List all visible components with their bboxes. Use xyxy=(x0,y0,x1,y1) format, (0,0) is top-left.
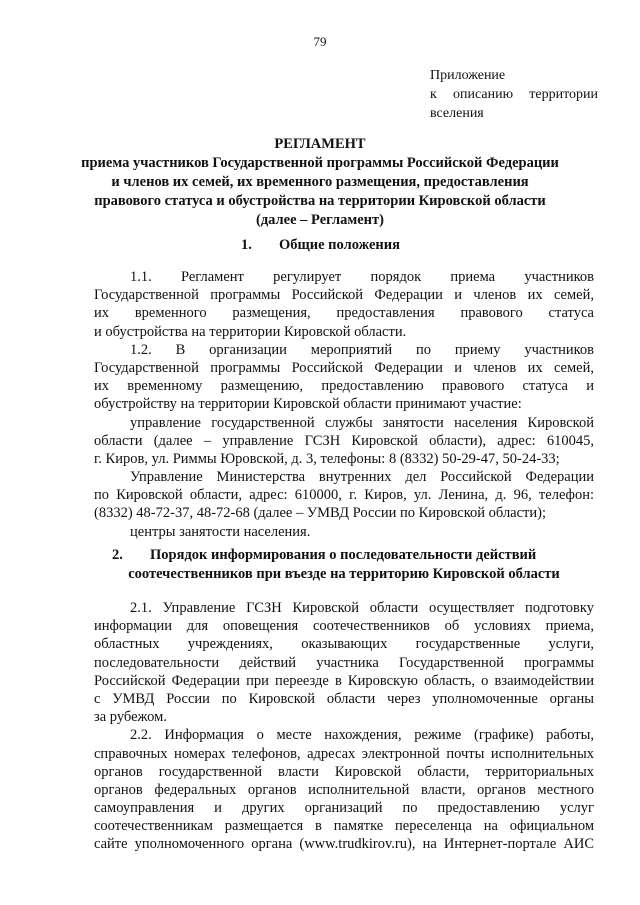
title-line: приема участников Государственной программы Российской Федерации xyxy=(81,155,559,171)
text-line: Управление Министерства внутренних дел Российской Федерации xyxy=(130,469,594,486)
section-title: Общие положения xyxy=(279,237,400,253)
section-2-heading xyxy=(112,546,582,584)
text-line: соотечественникам размещается в памятке переселенца на официальном xyxy=(94,818,594,835)
text-line: Российской Федерации при переезде в Кировскую область, о взаимодействии xyxy=(94,672,594,689)
text-line: центры занятости населения. xyxy=(130,523,311,540)
page-number: 79 xyxy=(313,34,327,49)
document-title xyxy=(60,135,580,230)
text-line: справочных номерах телефонов, адресах электронной почты исполнительных xyxy=(94,745,594,762)
text-line: 1.1. Регламент регулирует порядок приема участников xyxy=(130,269,594,285)
section-2-body xyxy=(94,599,594,854)
text-line: органов государственной власти Кировской области, территориальных xyxy=(94,763,594,780)
text-line: за рубежом. xyxy=(94,709,167,726)
text-line: их временного размещения, предоставления правового статуса xyxy=(94,305,594,322)
text-line: (8332) 48-72-37, 48-72-68 (далее – УМВД России по Кировской области); xyxy=(94,505,547,522)
text-line: Государственной программы Российской Федерации и членов их семей, xyxy=(94,287,594,304)
text-line: последовательности действий участника Государственной программы xyxy=(94,654,594,671)
text-line: их временному размещению, предоставлению правового статуса и xyxy=(94,378,594,395)
text-line: областных учреждениях, оказывающих государственные услуги, xyxy=(94,636,594,653)
text-line: г. Киров, ул. Риммы Юровской, д. 3, телефоны: 8 (8332) 50-29-47, 50-24-33; xyxy=(94,450,560,467)
appendix-line: Приложение xyxy=(430,68,506,83)
text-line: области (далее – управление ГСЗН Кировской области), адрес: 610045, xyxy=(94,432,594,449)
text-line: и обустройства на территории Кировской области. xyxy=(94,323,407,340)
text-line: по Кировской области, адрес: 610000, г. Киров, ул. Ленина, д. 96, телефон: xyxy=(94,487,594,504)
text-line: 2.2. Информация о месте нахождения, режиме (графике) работы, xyxy=(130,727,594,744)
section-title-line: соотечественников при въезде на территорию Кировской области xyxy=(128,566,560,582)
title-line: (далее – Регламент) xyxy=(255,212,384,228)
section-number: 2. xyxy=(112,547,123,563)
text-line: сайте уполномоченного органа (www.trudkirov.ru), на Интернет-портале АИС xyxy=(94,836,594,853)
section-1-body xyxy=(94,268,594,541)
title-line: и членов их семей, их временного размещения, предоставления xyxy=(111,174,529,190)
text-line: органов федеральных органов исполнительной власти, органов местного xyxy=(94,781,594,798)
text-line: Государственной программы Российской Федерации и членов их семей, xyxy=(94,359,594,376)
title-line: правового статуса и обустройства на территории Кировской области xyxy=(94,193,546,209)
appendix-note xyxy=(430,66,598,123)
section-title-line: Порядок информирования о последовательности действий xyxy=(150,547,537,563)
title-line: РЕГЛАМЕНТ xyxy=(274,136,366,152)
text-line: обустройству на территории Кировской области принимают участие: xyxy=(94,396,522,413)
appendix-line: вселения xyxy=(430,106,484,121)
appendix-line: к описанию территории xyxy=(430,87,598,102)
text-line: информации для оповещения соотечественников об условиях приема, xyxy=(94,618,594,635)
text-line: самоуправления и других организаций по предоставлению услуг xyxy=(94,800,594,817)
text-line: с УМВД России по Кировской области через уполномоченные органы xyxy=(94,690,594,707)
section-number: 1. xyxy=(241,237,252,253)
section-1-heading xyxy=(241,236,400,255)
text-line: управление государственной службы занятости населения Кировской xyxy=(130,414,594,431)
text-line: 2.1. Управление ГСЗН Кировской области осуществляет подготовку xyxy=(130,600,594,616)
text-line: 1.2. В организации мероприятий по приему участников xyxy=(130,341,594,358)
